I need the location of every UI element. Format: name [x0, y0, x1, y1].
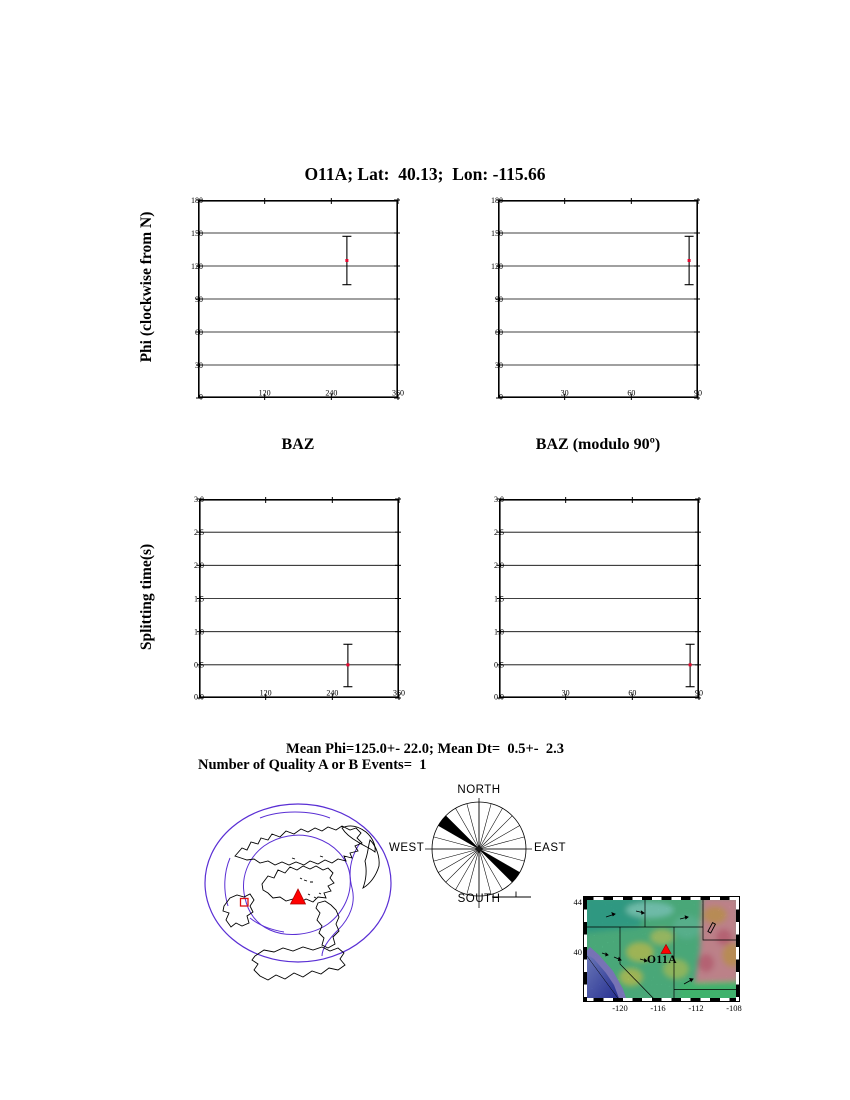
phi-axis-label: Phi (clockwise from N) [138, 211, 155, 363]
svg-text:1.0: 1.0 [494, 627, 504, 637]
svg-text:150: 150 [191, 228, 203, 238]
map-xtick--108: -108 [726, 1003, 742, 1013]
svg-text:360: 360 [392, 388, 404, 398]
globe-graphic [200, 798, 396, 996]
svg-text:30: 30 [560, 388, 569, 398]
svg-text:240: 240 [325, 388, 338, 398]
svg-text:90: 90 [195, 294, 203, 304]
svg-text:120: 120 [259, 688, 272, 698]
svg-text:3.0: 3.0 [194, 494, 204, 504]
plate-boundary-arcs [225, 812, 330, 906]
svg-text:1.5: 1.5 [194, 594, 204, 604]
svg-text:150: 150 [491, 228, 503, 238]
rose-label-east: EAST [534, 842, 567, 854]
svg-text:60: 60 [628, 688, 637, 698]
map-frame-left [584, 897, 587, 1001]
station-location-map [573, 897, 742, 1013]
phi-baz-mod90-plot [491, 195, 702, 402]
dt-baz-plot [194, 494, 405, 702]
svg-text:0.5: 0.5 [494, 660, 504, 670]
svg-text:0.5: 0.5 [194, 660, 204, 670]
svg-text:30: 30 [195, 360, 203, 370]
rose-label-south: SOUTH [457, 893, 501, 905]
baz-mod90-axis-label: BAZ (modulo 90º) [535, 436, 661, 453]
map-frame-top [584, 897, 739, 900]
rose-label-north: NORTH [457, 784, 501, 796]
svg-text:2.5: 2.5 [194, 527, 204, 537]
svg-text:180: 180 [191, 195, 203, 205]
svg-text:0: 0 [199, 392, 203, 402]
svg-text:60: 60 [195, 327, 203, 337]
svg-text:90: 90 [694, 388, 702, 398]
map-xtick--116: -116 [650, 1003, 666, 1013]
globe-outline [205, 804, 391, 962]
svg-text:0.0: 0.0 [494, 692, 504, 702]
svg-text:3.0: 3.0 [494, 494, 504, 504]
svg-text:120: 120 [191, 261, 203, 271]
dt-baz-mod90-plot [494, 494, 703, 702]
svg-text:2.0: 2.0 [494, 561, 504, 571]
map-station-label: O11A [646, 954, 678, 966]
svg-text:0.0: 0.0 [194, 692, 204, 702]
svg-text:60: 60 [627, 388, 636, 398]
svg-text:2.0: 2.0 [194, 561, 204, 571]
station-marker-triangle [291, 889, 306, 904]
map-frame-right [736, 897, 739, 1001]
svg-text:120: 120 [258, 388, 271, 398]
map-xtick--120: -120 [612, 1003, 628, 1013]
svg-text:360: 360 [393, 688, 405, 698]
plate-boundary-ring [244, 835, 351, 934]
map-xtick--112: -112 [688, 1003, 704, 1013]
svg-text:30: 30 [495, 360, 503, 370]
map-frame-bottom [584, 998, 739, 1001]
svg-text:90: 90 [695, 688, 703, 698]
svg-text:240: 240 [326, 688, 339, 698]
mean-summary-line: Mean Phi=125.0+- 22.0; Mean Dt= 0.5+- 2.3 [286, 741, 564, 757]
svg-text:0: 0 [499, 392, 503, 402]
svg-text:1.0: 1.0 [194, 627, 204, 637]
rose-label-west: WEST [389, 842, 425, 854]
svg-text:1.5: 1.5 [494, 594, 504, 604]
page-title: O11A; Lat: 40.13; Lon: -115.66 [304, 164, 546, 184]
rose-diagram [389, 784, 575, 914]
terrain-graphic [584, 897, 739, 1001]
svg-text:30: 30 [561, 688, 570, 698]
svg-text:180: 180 [491, 195, 503, 205]
svg-text:90: 90 [495, 294, 503, 304]
map-ytick-44: 44 [573, 897, 582, 907]
globe-map [200, 798, 396, 996]
splitting-time-axis-label: Splitting time(s) [138, 543, 155, 651]
svg-text:120: 120 [491, 261, 503, 271]
baz-axis-label: BAZ [281, 436, 315, 453]
svg-text:60: 60 [495, 327, 503, 337]
svg-text:2.5: 2.5 [494, 527, 504, 537]
map-ytick-40: 40 [573, 947, 582, 957]
event-count-line: Number of Quality A or B Events= 1 [198, 757, 427, 773]
phi-baz-plot [191, 195, 404, 402]
